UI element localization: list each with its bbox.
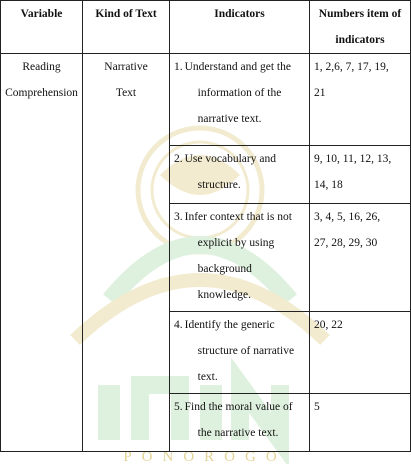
variable-cell: Reading Comprehension bbox=[1, 54, 83, 452]
item-numbers-cell: 9, 10, 11, 12, 13, 14, 18 bbox=[310, 146, 411, 204]
indicator-cell: 2. Use vocabulary and structure. bbox=[170, 146, 310, 204]
item-numbers-cell: 5 bbox=[310, 394, 411, 452]
item-numbers-cell: 20, 22 bbox=[310, 312, 411, 394]
indicator-cell: 4. Identify the generic structure of narrative text. bbox=[170, 312, 310, 394]
indicator-cell: 5. Find the moral value of the narrative text. bbox=[170, 394, 310, 452]
header-variable: Variable bbox=[1, 1, 83, 54]
indicator-cell: 3. Infer context that is not explicit by using background knowledge. bbox=[170, 204, 310, 312]
kind-of-text-cell: Narrative Text bbox=[83, 54, 170, 452]
header-kind-of-text: Kind of Text bbox=[83, 1, 170, 54]
indicator-cell: 1. Understand and get the information of the narrative text. bbox=[170, 54, 310, 146]
header-numbers-item: Numbers item of indicators bbox=[310, 1, 411, 54]
item-numbers-cell: 3, 4, 5, 16, 26, 27, 28, 29, 30 bbox=[310, 204, 411, 312]
watermark-text: PONOROGO bbox=[123, 449, 287, 464]
table-row bbox=[1, 54, 411, 146]
item-numbers-cell: 1, 2,6, 7, 17, 19, 21 bbox=[310, 54, 411, 146]
header-row bbox=[1, 1, 411, 54]
header-indicators: Indicators bbox=[170, 1, 310, 54]
